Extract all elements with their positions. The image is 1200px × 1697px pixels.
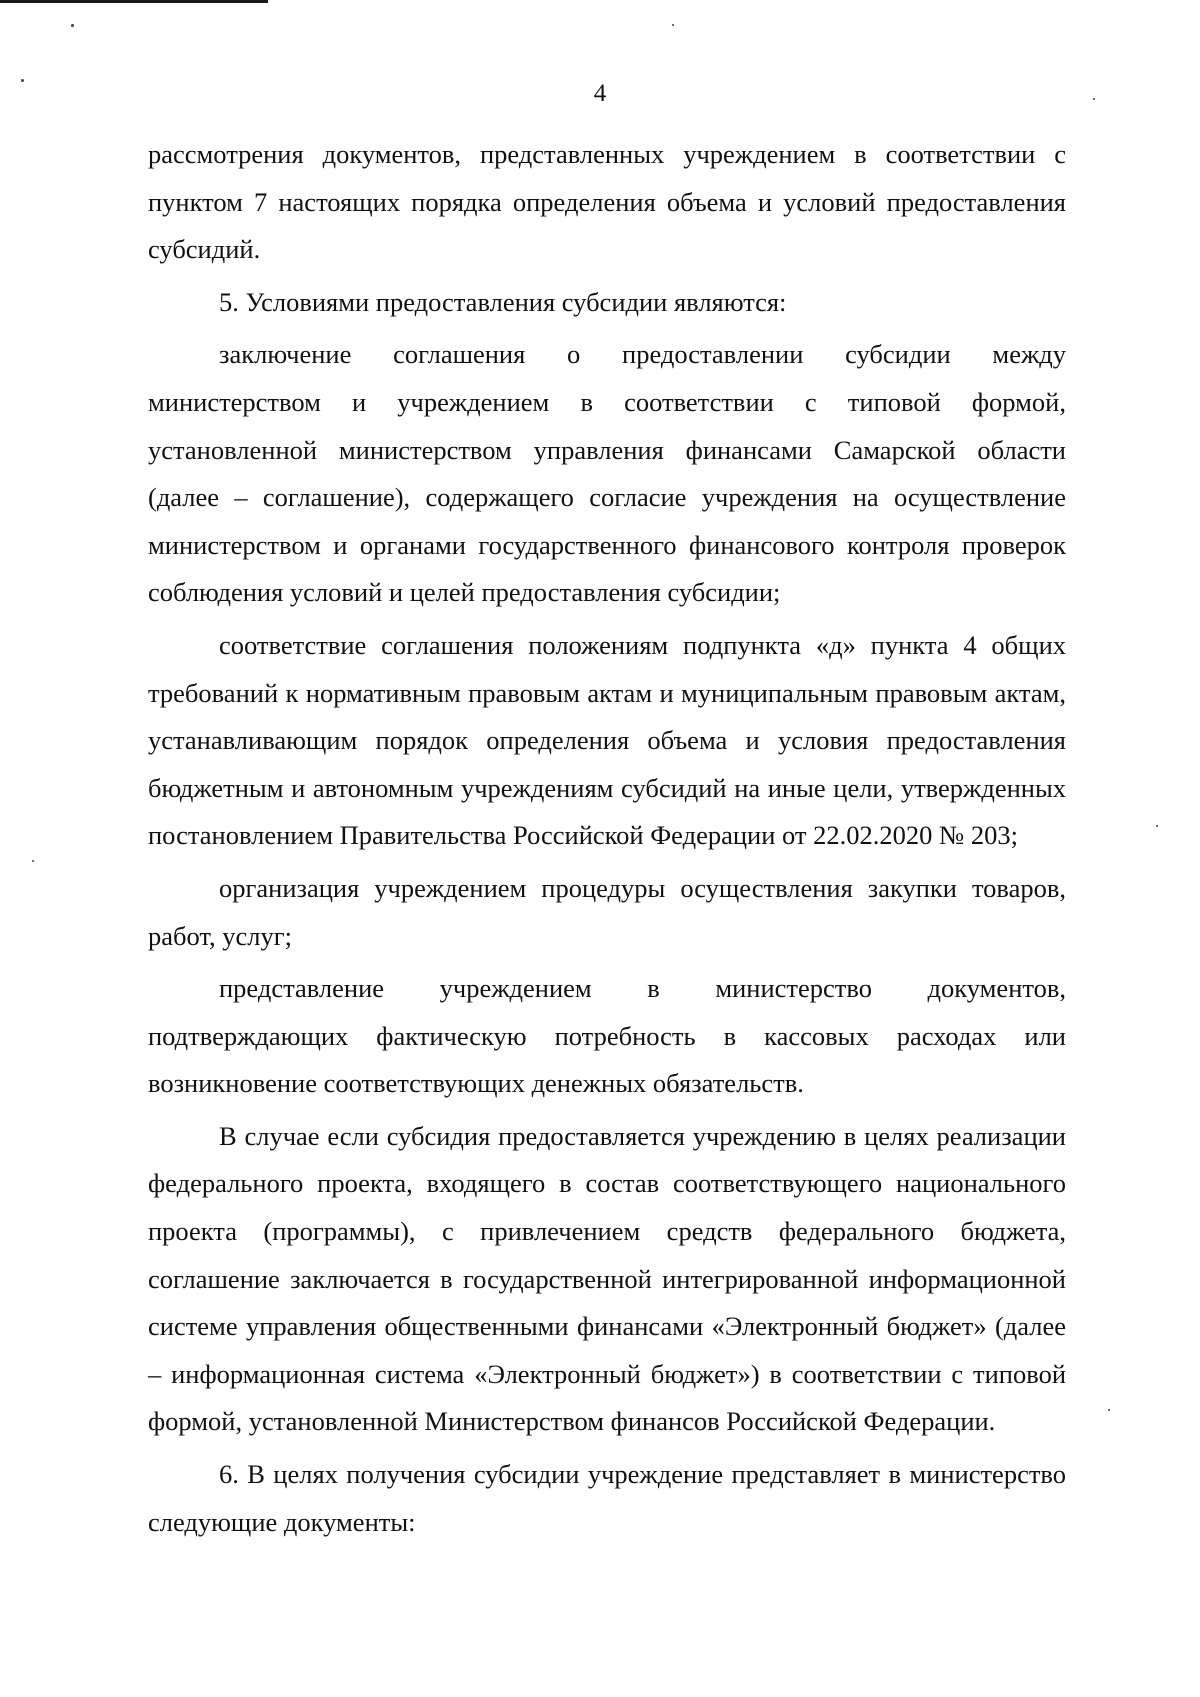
paragraph-condition-documents: представление учреждением в министерство документов, подтверждающих фактическую потребность в кассовых расходах или возникновение соответствующих денежных обязательств. (148, 973, 1066, 1099)
scan-speck (672, 24, 674, 26)
paragraph-section-6: 6. В целях получения субсидии учреждение представляет в министерство следующие документы: (148, 1459, 1066, 1537)
paragraph-federal-project-case: В случае если субсидия предоставляется учреждению в целях реализации федерального проекта, входящего в состав соответствующего национального проекта (программы), с привлечением средств федерального бюджета, соглашение заключается в государственной интегрированной информационной системе управления общественными финансами «Электронный бюджет» (далее – информационная система «Электронный бюджет») в соответствии с типовой формой, установленной Министерством финансов Российской Федерации. (148, 1120, 1066, 1437)
scan-speck (1156, 825, 1158, 827)
scan-speck (1108, 1409, 1110, 1411)
paragraph-condition-agreement: заключение соглашения о предоставлении субсидии между министерством и учреждением в соответствии с типовой формой, установленной министерством управления финансами Самарской области (далее – соглашение), содержащего согласие учреждения на осуществление министерством и органами государственного финансового контроля проверок соблюдения условий и целей предоставления субсидии; (148, 339, 1066, 608)
scan-speck (71, 24, 74, 27)
document-body (148, 131, 1066, 1551)
paragraph-section-5-heading: 5. Условиями предоставления субсидии являются: (219, 286, 787, 317)
scan-edge-line (0, 0, 268, 3)
page-number: 4 (593, 80, 607, 107)
paragraph-condition-compliance: соответствие соглашения положениям подпункта «д» пункта 4 общих требований к нормативным правовым актам и муниципальным правовым актам, устанавливающим порядок определения объема и условия предоставления бюджетным и автономным учреждениям субсидий на иные цели, утвержденных постановлением Правительства Российской Федерации от 22.02.2020 № 203; (148, 629, 1066, 851)
paragraph-continuation: рассмотрения документов, представленных учреждением в соответствии с пунктом 7 настоящих порядка определения объема и условий предоставления субсидий. (148, 139, 1066, 265)
scan-speck (32, 860, 34, 862)
paragraph-condition-procurement: организация учреждением процедуры осуществления закупки товаров, работ, услуг; (148, 872, 1066, 951)
